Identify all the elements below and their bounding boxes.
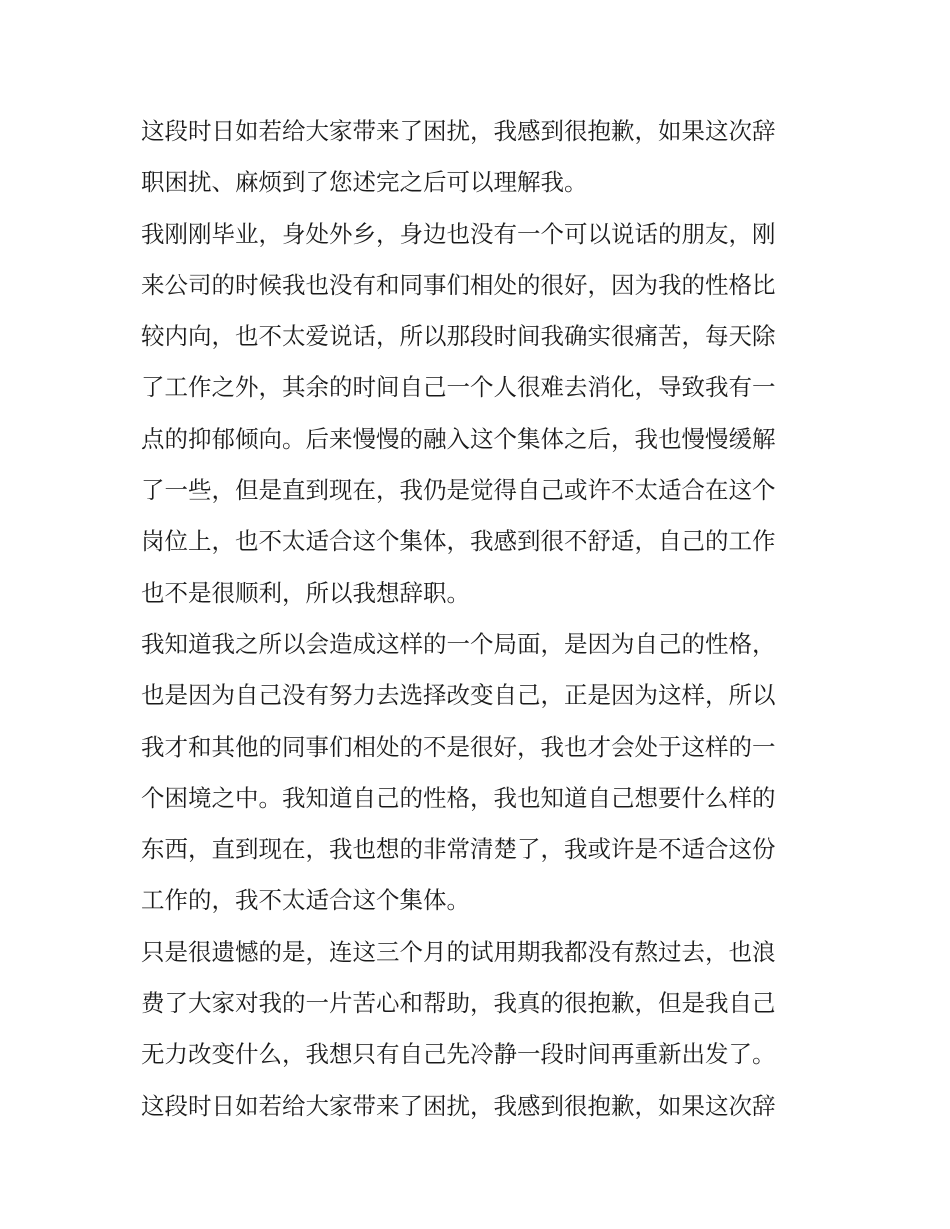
text-line: 岗位上，也不太适合这个集体，我感到很不舒适，自己的工作 (141, 527, 776, 556)
text-line: 工作的，我不太适合这个集体。 (141, 886, 470, 915)
text-line: 这段时日如若给大家带来了困扰，我感到很抱歉，如果这次辞 (141, 1091, 776, 1120)
text-line: 无力改变什么，我想只有自己先冷静一段时间再重新出发了。 (141, 1040, 776, 1069)
text-line: 费了大家对我的一片苦心和帮助，我真的很抱歉，但是我自己 (141, 989, 776, 1018)
document-body (141, 106, 821, 1132)
text-line: 我才和其他的同事们相处的不是很好，我也才会处于这样的一 (141, 732, 776, 761)
text-line: 这段时日如若给大家带来了困扰，我感到很抱歉，如果这次辞 (141, 117, 776, 145)
text-line: 来公司的时候我也没有和同事们相处的很好，因为我的性格比 (141, 270, 776, 299)
text-line: 也是因为自己没有努力去选择改变自己，正是因为这样，所以 (141, 681, 776, 710)
text-line: 了工作之外，其余的时间自己一个人很难去消化，导致我有一 (141, 373, 776, 402)
text-line: 了一些，但是直到现在，我仍是觉得自己或许不太适合在这个 (141, 476, 776, 505)
text-line: 只是很遗憾的是，连这三个月的试用期我都没有熬过去，也浪 (141, 937, 776, 966)
text-line: 点的抑郁倾向。后来慢慢的融入这个集体之后，我也慢慢缓解 (141, 424, 776, 453)
text-line: 个困境之中。我知道自己的性格，我也知道自己想要什么样的 (141, 783, 776, 812)
text-line: 我刚刚毕业，身处外乡，身边也没有一个可以说话的朋友，刚 (141, 219, 776, 248)
text-line: 也不是很顺利，所以我想辞职。 (141, 578, 470, 607)
text-line: 东西，直到现在，我也想的非常清楚了，我或许是不适合这份 (141, 835, 776, 864)
text-line: 较内向，也不太爱说话，所以那段时间我确实很痛苦，每天除 (141, 322, 776, 351)
text-line: 职困扰、麻烦到了您述完之后可以理解我。 (141, 168, 588, 197)
text-line: 我知道我之所以会造成这样的一个局面，是因为自己的性格， (141, 629, 776, 658)
